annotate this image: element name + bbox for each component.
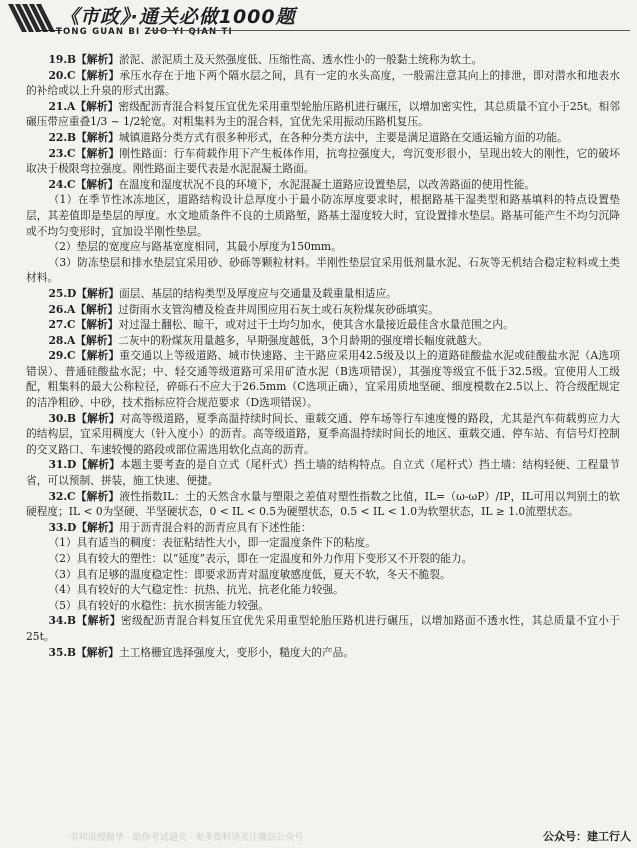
answer-number: 32.C <box>48 489 76 503</box>
answer-item <box>26 286 620 302</box>
answer-text: 二灰中的粉煤灰用量越多，早期强度越低，3个月龄期的强度增长幅度就越大。 <box>118 333 489 347</box>
analysis-tag: 【解析】 <box>76 411 120 425</box>
answer-item <box>26 302 620 318</box>
answer-item <box>26 489 620 520</box>
analysis-tag: 【解析】 <box>76 645 119 659</box>
answer-text: 土工格栅宜选择强度大，变形小，糙度大的产品。 <box>118 645 355 659</box>
answer-number: 34.B <box>48 614 77 628</box>
answer-text: 液性指数IL：土的天然含水量与塑限之差值对塑性指数之比值，IL=（ω-ωP）/IP，IL可用以判别土的软硬程度；IL < 0为坚硬、半坚硬状态，0 < IL < 0.5为硬塑状态，0.5 < IL < 1.0为软塑状态，IL ≥ 1.0流塑状态。 <box>26 489 620 519</box>
analysis-tag: 【解析】 <box>75 318 119 332</box>
answer-subitem: （1）具有适当的稠度：表征粘结性大小，即一定温度条件下的粘度。 <box>48 536 376 550</box>
analysis-tag: 【解析】 <box>75 349 120 363</box>
answer-number: 28.A <box>48 333 76 347</box>
answer-item <box>26 613 620 644</box>
answer-text: 用于沥青混合料的沥青应具有下述性能： <box>119 520 312 534</box>
header-rule-right <box>150 30 630 31</box>
answer-number: 22.B <box>48 130 77 144</box>
analysis-tag: 【解析】 <box>75 489 120 503</box>
answer-item <box>26 99 620 130</box>
footer-faint-text: 名师讲授精华 · 助你考试通关 · 更多资料请关注微信公众号 <box>70 833 304 843</box>
analysis-tag: 【解析】 <box>76 286 120 300</box>
answer-subitem: （3）防冻垫层和排水垫层宜采用砂、砂砾等颗粒材料。半刚性垫层宜采用低剂量水泥、石灰等无机结合稳定粒料或土类材料。 <box>26 255 620 285</box>
answer-text: 重交通以上等级道路、城市快速路、主干路应采用42.5级及以上的道路硅酸盐水泥或硅酸盐水泥（A选项错误）、普通硅酸盐水泥；中、轻交通等级道路可采用矿渣水泥（B选项错误），其强度等级宜不低于32.5级。宜使用人工级配，粗集料的最大公称粒径，碎砾石不应大于26.5mm（C选项正确），宜采用质地坚硬、细度模数在2.5以上、符合级配规定的洁净粗砂、中砂，技术指标应符合规范要求（D选项错误）。 <box>26 349 620 410</box>
answer-number: 29.C <box>48 349 76 363</box>
answer-text: 密级配沥青混合料复压宜优先采用重型轮胎压路机进行碾压，以增加密实性，其总质量不宜小于25t。相邻碾压带应重叠1/3 ~ 1/2轮宽。对粗集料为主的混合料，宜优先采用振动压路机复压。 <box>26 99 620 129</box>
answer-number: 19.B <box>48 53 77 66</box>
answer-item <box>26 177 620 193</box>
answer-text: 密级配沥青混合料复压宜优先采用重型轮胎压路机进行碾压，以增加路面不透水性，其总质量不宜小于25t。 <box>26 614 620 643</box>
analysis-tag: 【解析】 <box>75 177 119 191</box>
analysis-tag: 【解析】 <box>76 458 121 472</box>
answer-text: 淤泥、淤泥质土及天然强度低、压缩性高、透水性小的一般黏土统称为软土。 <box>118 53 483 66</box>
analysis-tag: 【解析】 <box>76 130 119 144</box>
answer-number: 30.B <box>48 411 77 425</box>
analysis-tag: 【解析】 <box>75 68 120 82</box>
answer-text: 面层、基层的结构类型及厚度应与交通量及载重量相适应。 <box>119 286 397 300</box>
page-header <box>0 0 637 46</box>
answer-number: 31.D <box>48 458 77 472</box>
answer-text: 承压水存在于地下两个隔水层之间，具有一定的水头高度，一般需注意其向上的排泄，即对潜水和地表水的补给或以上升泉的形式出露。 <box>26 68 620 98</box>
answer-text: 对高等级道路，夏季高温持续时间长、重载交通、停车场等行车速度慢的路段，尤其是汽车荷载剪应力大的结构层，宜采用稠度大（针入度小）的沥青。高等级道路，夏季高温持续时间长的地区、重载交通、停车站、有信号灯控制的交叉路口、车速较慢的路段或部位需选用软化点高的沥青。 <box>26 411 620 456</box>
answer-subitem: （3）具有足够的温度稳定性：即要求沥青对温度敏感度低，夏天不软，冬天不脆裂。 <box>48 567 451 581</box>
answer-number: 24.C <box>48 177 76 191</box>
answer-item <box>26 333 620 349</box>
answer-text: 城镇道路分类方式有很多种形式，在各种分类方法中，主要是满足道路在交通运输方面的功能。 <box>118 130 568 144</box>
answer-list <box>26 52 620 660</box>
answer-number: 23.C <box>48 146 76 160</box>
answer-subitem: （5）具有较好的水稳性：抗水损害能力较强。 <box>48 598 270 612</box>
analysis-tag: 【解析】 <box>76 614 121 628</box>
answer-text: 对过湿土翻松、晾干，或对过干土均匀加水，使其含水量接近最佳含水量范围之内。 <box>118 318 514 332</box>
analysis-tag: 【解析】 <box>76 520 120 534</box>
answer-subitem: （2）垫层的宽度应与路基宽度相同，其最小厚度为150mm。 <box>48 240 342 254</box>
answer-item <box>26 520 620 536</box>
answer-subitem: （1）在季节性冰冻地区，道路结构设计总厚度小于最小防冻厚度要求时，根据路基干湿类型和路基填料的特点设置垫层，其差值即是垫层的厚度。水文地质条件不良的土质路堑，路基土湿度较大时，宜设置排水垫层。路基可能产生不均匀沉降或不均匀变形时，宜加设半刚性垫层。 <box>26 193 620 238</box>
analysis-tag: 【解析】 <box>75 99 119 113</box>
answer-item <box>26 68 620 99</box>
answer-number: 33.D <box>48 520 77 534</box>
answer-item <box>26 645 620 661</box>
analysis-tag: 【解析】 <box>76 53 119 66</box>
answer-item <box>26 411 620 458</box>
answer-item <box>26 52 620 68</box>
answer-number: 26.A <box>48 302 76 316</box>
answer-number: 27.C <box>48 318 76 332</box>
answer-text: 过街雨水支管沟槽及检查井周围应用石灰土或石灰粉煤灰砂砾填实。 <box>118 302 439 316</box>
analysis-tag: 【解析】 <box>75 302 119 316</box>
analysis-tag: 【解析】 <box>75 333 119 347</box>
page-footer <box>0 824 637 848</box>
answer-subitem: （4）具有较好的大气稳定性：抗热、抗光、抗老化能力较强。 <box>48 583 344 597</box>
answer-item <box>26 317 620 333</box>
answer-item <box>26 130 620 146</box>
answer-text: 刚性路面：行车荷载作用下产生板体作用，抗弯拉强度大，弯沉变形很小，呈现出较大的刚性，它的破坏取决于极限弯拉强度。刚性路面主要代表是水泥混凝土路面。 <box>26 146 620 176</box>
answer-text: 在温度和湿度状况不良的环境下，水泥混凝土道路应设置垫层，以改善路面的使用性能。 <box>118 177 536 191</box>
answer-item <box>26 457 620 488</box>
answer-item <box>26 146 620 177</box>
answer-number: 21.A <box>48 99 76 113</box>
answer-number: 25.D <box>48 286 77 300</box>
answer-number: 35.B <box>48 645 77 659</box>
answer-item <box>26 348 620 410</box>
footer-watermark: 公众号：建工行人 <box>543 830 631 843</box>
answer-text: 本题主要考查的是自立式（尾杆式）挡土墙的结构特点。自立式（尾杆式）挡土墙：结构轻便、工程量节省，可以预制、拼装，施工快速、便捷。 <box>26 458 620 488</box>
book-subtitle: TONG GUAN BI ZUO YI QIAN TI <box>56 27 233 37</box>
answer-subitem: （2）具有较大的塑性：以“延度”表示，即在一定温度和外力作用下变形又不开裂的能力。 <box>48 552 473 565</box>
analysis-tag: 【解析】 <box>75 146 120 160</box>
answer-number: 20.C <box>48 68 76 82</box>
book-title: 《市政》·通关必做1000题 <box>60 6 296 28</box>
